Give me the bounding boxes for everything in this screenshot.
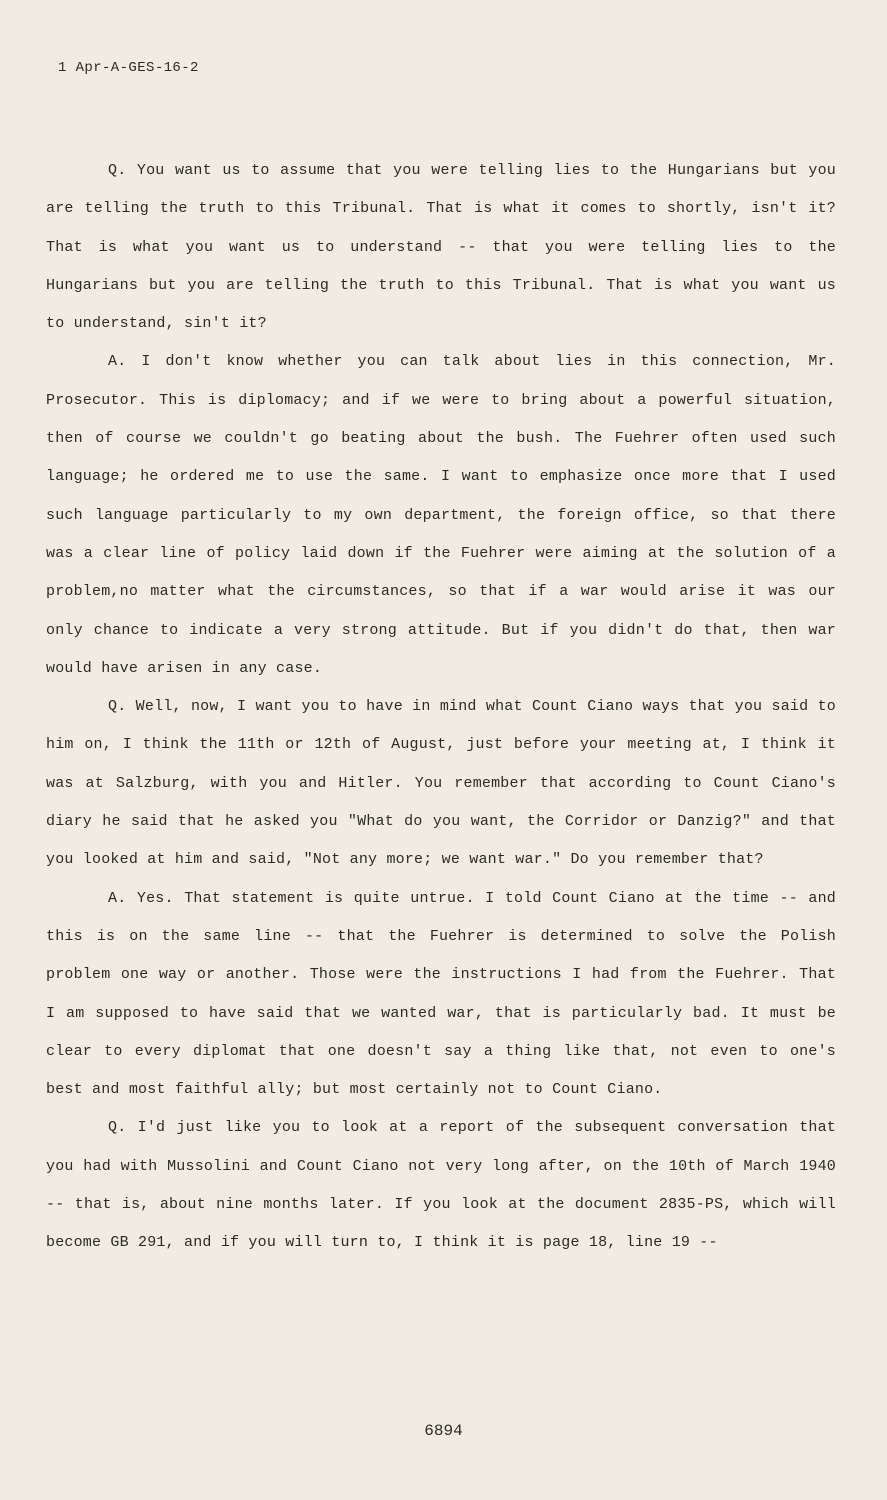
- transcript-body: [46, 152, 836, 1263]
- document-reference: 1 Apr-A-GES-16-2: [58, 60, 199, 76]
- paragraph-question-1: Q. You want us to assume that you were telling lies to the Hungarians but you are telling the truth to this Tribunal. That is what it comes to shortly, isn't it? That is what you want us to understand -- that you were telling lies to the Hungarians but you are telling the truth to this Tribunal. That is what you want us to understand, sin't it?: [46, 162, 836, 333]
- page-number: 6894: [424, 1422, 463, 1440]
- paragraph-question-3: Q. I'd just like you to look at a report of the subsequent conversation that you had with Mussolini and Count Ciano not very long after, on the 10th of March 1940 -- that is, about nine months later. If you look at the document 2835-PS, which will become GB 291, and if you will turn to, I think it is page 18, line 19 --: [46, 1119, 836, 1252]
- paragraph-question-2: Q. Well, now, I want you to have in mind what Count Ciano ways that you said to him on, I think the 11th or 12th of August, just before your meeting at, I think it was at Salzburg, with you and Hitler. You remember that according to Count Ciano's diary he said that he asked you "What do you want, the Corridor or Danzig?" and that you looked at him and said, "Not any more; we want war." Do you remember that?: [46, 698, 836, 869]
- paragraph-answer-1: A. I don't know whether you can talk about lies in this connection, Mr. Prosecutor. This is diplomacy; and if we were to bring about a powerful situation, then of course we couldn't go beating about the bush. The Fuehrer often used such language; he ordered me to use the same. I want to emphasize once more that I used such language particularly to my own department, the foreign office, so that there was a clear line of policy laid down if the Fuehrer were aiming at the solution of a problem,no matter what the circumstances, so that if a war would arise it was our only chance to indicate a very strong attitude. But if you didn't do that, then war would have arisen in any case.: [46, 353, 836, 677]
- paragraph-answer-2: A. Yes. That statement is quite untrue. I told Count Ciano at the time -- and this is on the same line -- that the Fuehrer is determined to solve the Polish problem one way or another. Those were the instructions I had from the Fuehrer. That I am supposed to have said that we wanted war, that is particularly bad. It must be clear to every diplomat that one doesn't say a thing like that, not even to one's best and most faithful ally; but most certainly not to Count Ciano.: [46, 889, 836, 1099]
